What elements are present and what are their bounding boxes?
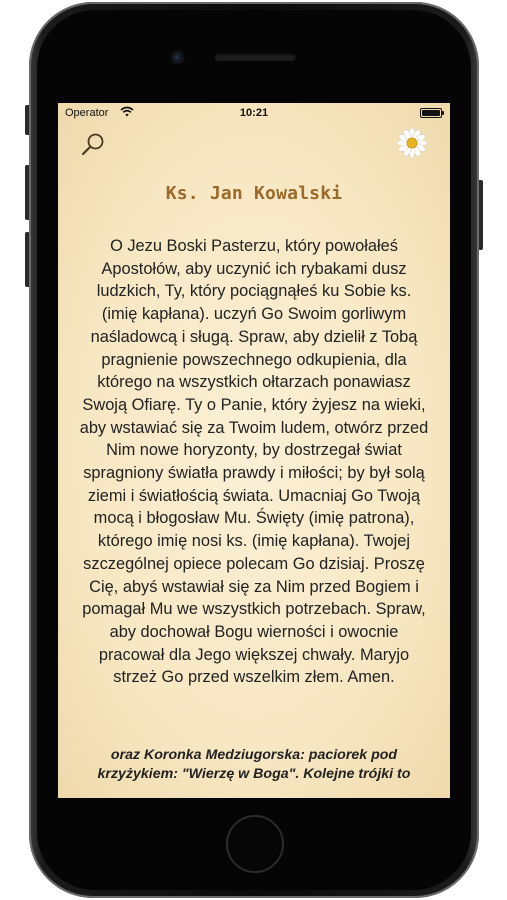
earpiece-speaker	[214, 53, 296, 61]
status-bar	[58, 103, 450, 123]
rosary-note-text: oraz Koronka Medziugorska: paciorek pod krzyżykiem: "Wierzę w Boga". Kolejne trójki to	[97, 747, 411, 782]
settings-flower-button[interactable]	[396, 127, 428, 159]
app-screen	[58, 103, 450, 798]
front-camera	[172, 52, 183, 63]
carrier-label: Operator	[65, 107, 109, 119]
page-title: Ks. Jan Kowalski	[165, 183, 343, 204]
search-button[interactable]	[80, 131, 106, 157]
magnifier-icon	[80, 131, 106, 157]
prayer-text: O Jezu Boski Pasterzu, który powołałeś Apostołów, aby uczynić ich rybakami dusz ludzkich, Ty, który pociągnąłeś ku Sobie ks. (imię kapłana). uczyń Go Swoim gorliwym naśladowcą i sługą. Spraw, aby dzielił z Tobą pragnienie powszechnego odkupienia, dla którego na wszystkich ołtarzach ponawiasz Swoją Ofiarę. Ty o Panie, który żyjesz na wieki, aby wstawiać się za Twoim ludem, otwórz przed Nim nowe horyzonty, by dostrzegał świat spragniony światła prawdy i miłości; by był solą ziemi i światłością świata. Umacniaj Go Twoją mocą i błogosław Mu. Święty (imię patrona), którego imię nosi ks. (imię kapłana). Twojej szczególnej opiece polecam Go dzisiaj. Proszę Cię, abyś wstawiał się za Nim przed Bogiem i pomagał Mu we wszystkich potrzebach. Spraw, aby dochował Bogu wierności i owocnie pracował dla Jego większej chwały. Maryjo strzeż Go przed wszelkim złem. Amen.	[79, 237, 429, 687]
status-time: 10:21	[239, 107, 269, 119]
home-button[interactable]	[226, 815, 284, 873]
battery-icon	[420, 108, 442, 118]
daisy-icon	[396, 127, 428, 159]
battery-level	[422, 110, 440, 116]
